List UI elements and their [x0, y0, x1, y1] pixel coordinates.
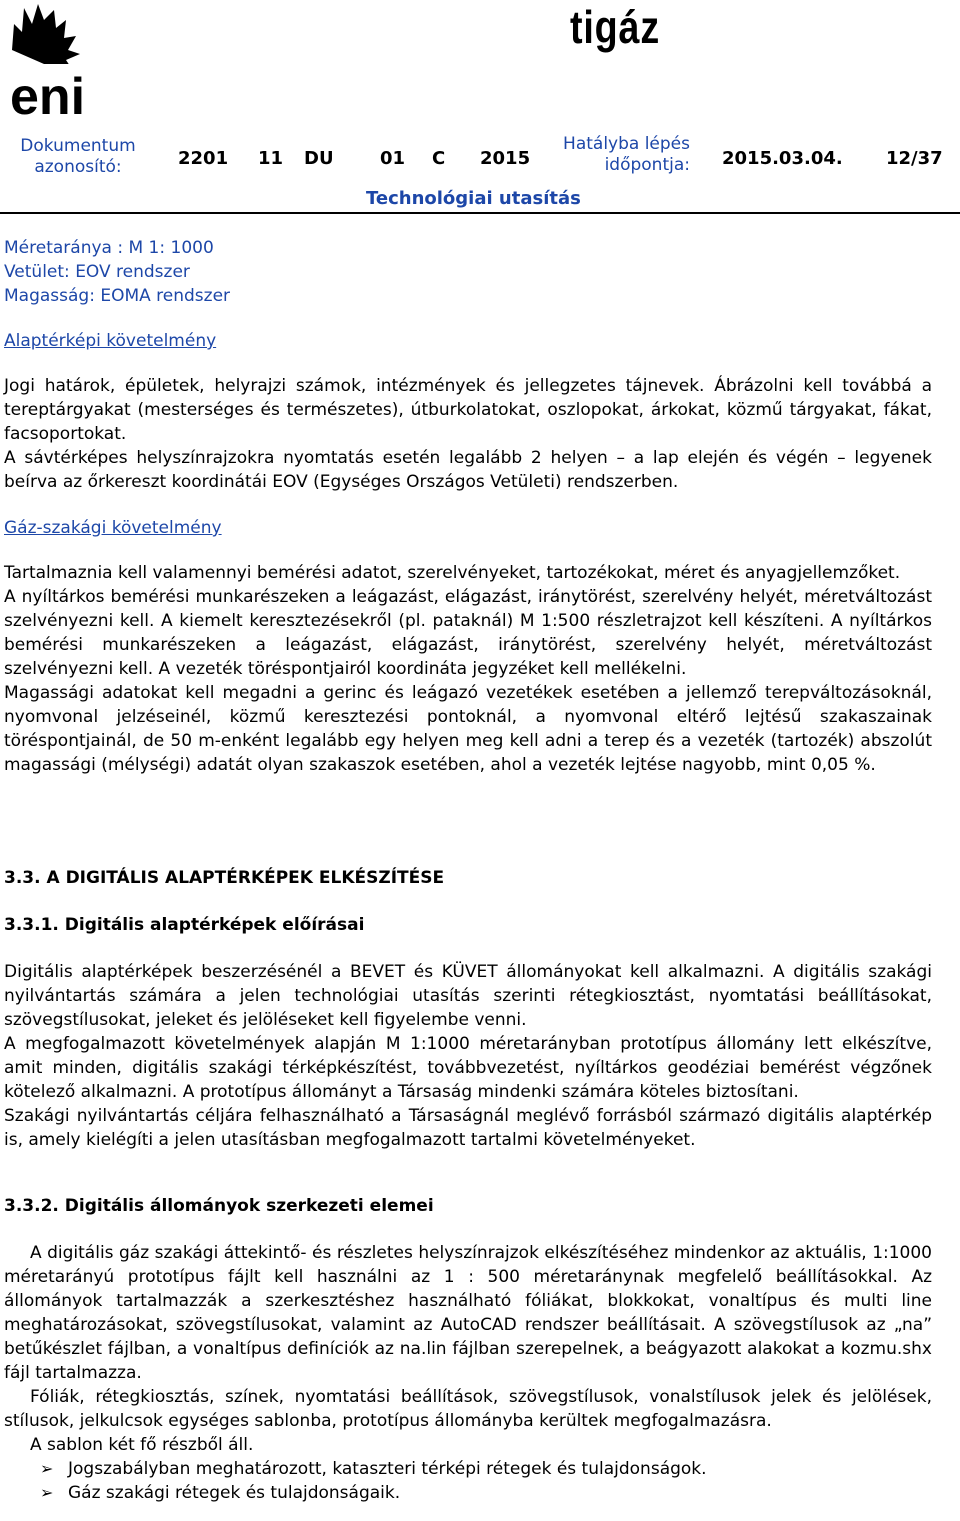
paragraph: A sávtérképes helyszínrajzokra nyomtatás esetén legalább 2 helyen – a lap elején és végén – legyenek beírva az őrkereszt koordinátái EOV (Egységes Országos Vetületi) rendszerben. — [4, 448, 932, 492]
eni-logo-icon — [4, 2, 96, 118]
section-heading-gas: Gáz-szakági követelmény — [4, 518, 222, 538]
list-item: ➢ Gáz szakági rétegek és tulajdonságaik. — [40, 1483, 401, 1503]
section-body-3-3-2 — [4, 1241, 932, 1505]
section-body-3-3-1 — [4, 960, 932, 1152]
section-heading-basemap: Alaptérképi követelmény — [4, 331, 217, 351]
doc-code-1: 2201 — [178, 148, 229, 169]
page-number: 12/37 — [886, 148, 943, 169]
document-header — [0, 128, 960, 214]
paragraph: Szakági nyilvántartás céljára felhasználható a Társaságnál meglévő forrásból származó digitális alaptérkép is, amely kielégíti a jelen utasításban megfogalmazott tartalmi követelményeket. — [4, 1106, 932, 1150]
arrow-bullet-icon: ➢ — [40, 1459, 54, 1478]
section-body-basemap — [4, 374, 932, 494]
section-body-gas — [4, 561, 932, 777]
paragraph: A nyíltárkos bemérési munkarészeken a leágazást, elágazást, iránytörést, szerelvény helyét, méretváltozást szelvényezni kell. A kiemelt keresztezésekről (pl. pataknál) M 1:500 részletrajzot kell készíteni. A nyíltárkos bemérési munkarészeken a leágazást, elágazást, iránytörést, szerelvény helyét, méretváltozást szelvényezni kell. A vezeték töréspontjairól koordináta jegyzéket kell mellékelni. — [4, 587, 932, 679]
bullet-list — [4, 1457, 932, 1505]
section-heading-3-3-1: 3.3.1. Digitális alaptérképek előírásai — [4, 915, 365, 935]
doc-type: Technológiai utasítás — [366, 188, 581, 209]
chapter-heading-3-3: 3.3. A DIGITÁLIS ALAPTÉRKÉPEK ELKÉSZÍTÉSE — [4, 868, 445, 888]
paragraph: Digitális alaptérképek beszerzésénél a BEVET és KÜVET állományokat kell alkalmazni. A digitális szakági nyilvántartás számára a jelen technológiai utasítás szerinti rétegkiosztást, nyomtatási beállításokat, szövegstílusokat, jeleket és jelöléseket kell figyelembe venni. — [4, 962, 932, 1030]
paragraph: A digitális gáz szakági áttekintő- és részletes helyszínrajzok elkészítéséhez mindenkor az aktuális, 1:1000 méretarányú prototípus fájlt kell használni az 1 : 500 méretaránynak megfelelő beállításokkal. Az állományok tartalmazzák a szerkesztéshez használható fóliákat, blokkokat, vonaltípus és multi line meghatározásokat, szövegstílusokat, valamint az AutoCAD rendszer beállításait. A szövegstílusok az „na” betűkészlet fájlban, a vonaltípus definíciók az na.lin fájlban szerepelnek, a beágyazott alakokat a kozmu.shx fájl tartalmazza. — [4, 1243, 932, 1383]
paragraph: A sablon két fő részből áll. — [30, 1435, 254, 1455]
doc-code-2: 11 — [258, 148, 284, 169]
list-item: ➢ Jogszabályban meghatározott, kataszteri térképi rétegek és tulajdonságok. — [40, 1459, 707, 1479]
paragraph: Fóliák, rétegkiosztás, színek, nyomtatási beállítások, szövegstílusok, vonalstílusok jelek és jelölések, stílusok, jelkulcsok egységes sablonba, prototípus állományba kerültek megfogalmazásra. — [4, 1387, 932, 1431]
paragraph: Jogi határok, épületek, helyrajzi számok, intézmények és jellegzetes tájnevek. Ábrázolni kell továbbá a tereptárgyakat (mesterséges és természetes), útburkolatokat, oszlopokat, árkokat, közmű tárgyakat, fákat, facsoportokat. — [4, 376, 932, 444]
effective-label: Hatályba lépés időpontja: — [563, 134, 690, 175]
paragraph: Tartalmaznia kell valamennyi bemérési adatot, szerelvényeket, tartozékokat, méret és anyagjellemzőket. — [4, 563, 901, 583]
doc-code-3: DU — [304, 148, 334, 169]
svg-text:eni: eni — [10, 68, 86, 118]
doc-id-label: Dokumentum azonosító: — [20, 136, 136, 177]
paragraph: A megfogalmazott követelmények alapján M 1:1000 méretarányban prototípus állomány lett elkészítve, amit minden, digitális szakági térképkészítést, továbbvezetést, nyíltárkos geodéziai bemérést végzőnek kötelező alkalmazni. A prototípus állományt a Társaság mindenki számára köteles biztosítani. — [4, 1034, 932, 1102]
doc-code-4: 01 — [380, 148, 406, 169]
paragraph: Magassági adatokat kell megadni a gerinc és leágazó vezetékek esetében a jellemző terepváltozásoknál, nyomvonal jelzéseinél, közmű keresztezési pontoknál, a nyomvonal eltérő lejtésű szakaszainak töréspontjainál, de 50 m-enként legalább egy helyen meg kell adni a terep és a vezeték (tartozék) abszolút magassági (mélységi) adatát olyan szakaszok esetében, ahol a vezeték lejtése nagyobb, mint 0,05 %. — [4, 683, 932, 775]
doc-code-6: 2015 — [480, 148, 531, 169]
section-heading-3-3-2: 3.3.2. Digitális állományok szerkezeti elemei — [4, 1196, 434, 1216]
effective-date: 2015.03.04. — [722, 148, 843, 169]
scale-info: Méretaránya : M 1: 1000 Vetület: EOV rendszer Magasság: EOMA rendszer — [4, 238, 231, 306]
tigaz-logo: tigáz — [570, 1, 661, 53]
doc-code-5: C — [432, 148, 446, 169]
arrow-bullet-icon: ➢ — [40, 1483, 54, 1502]
